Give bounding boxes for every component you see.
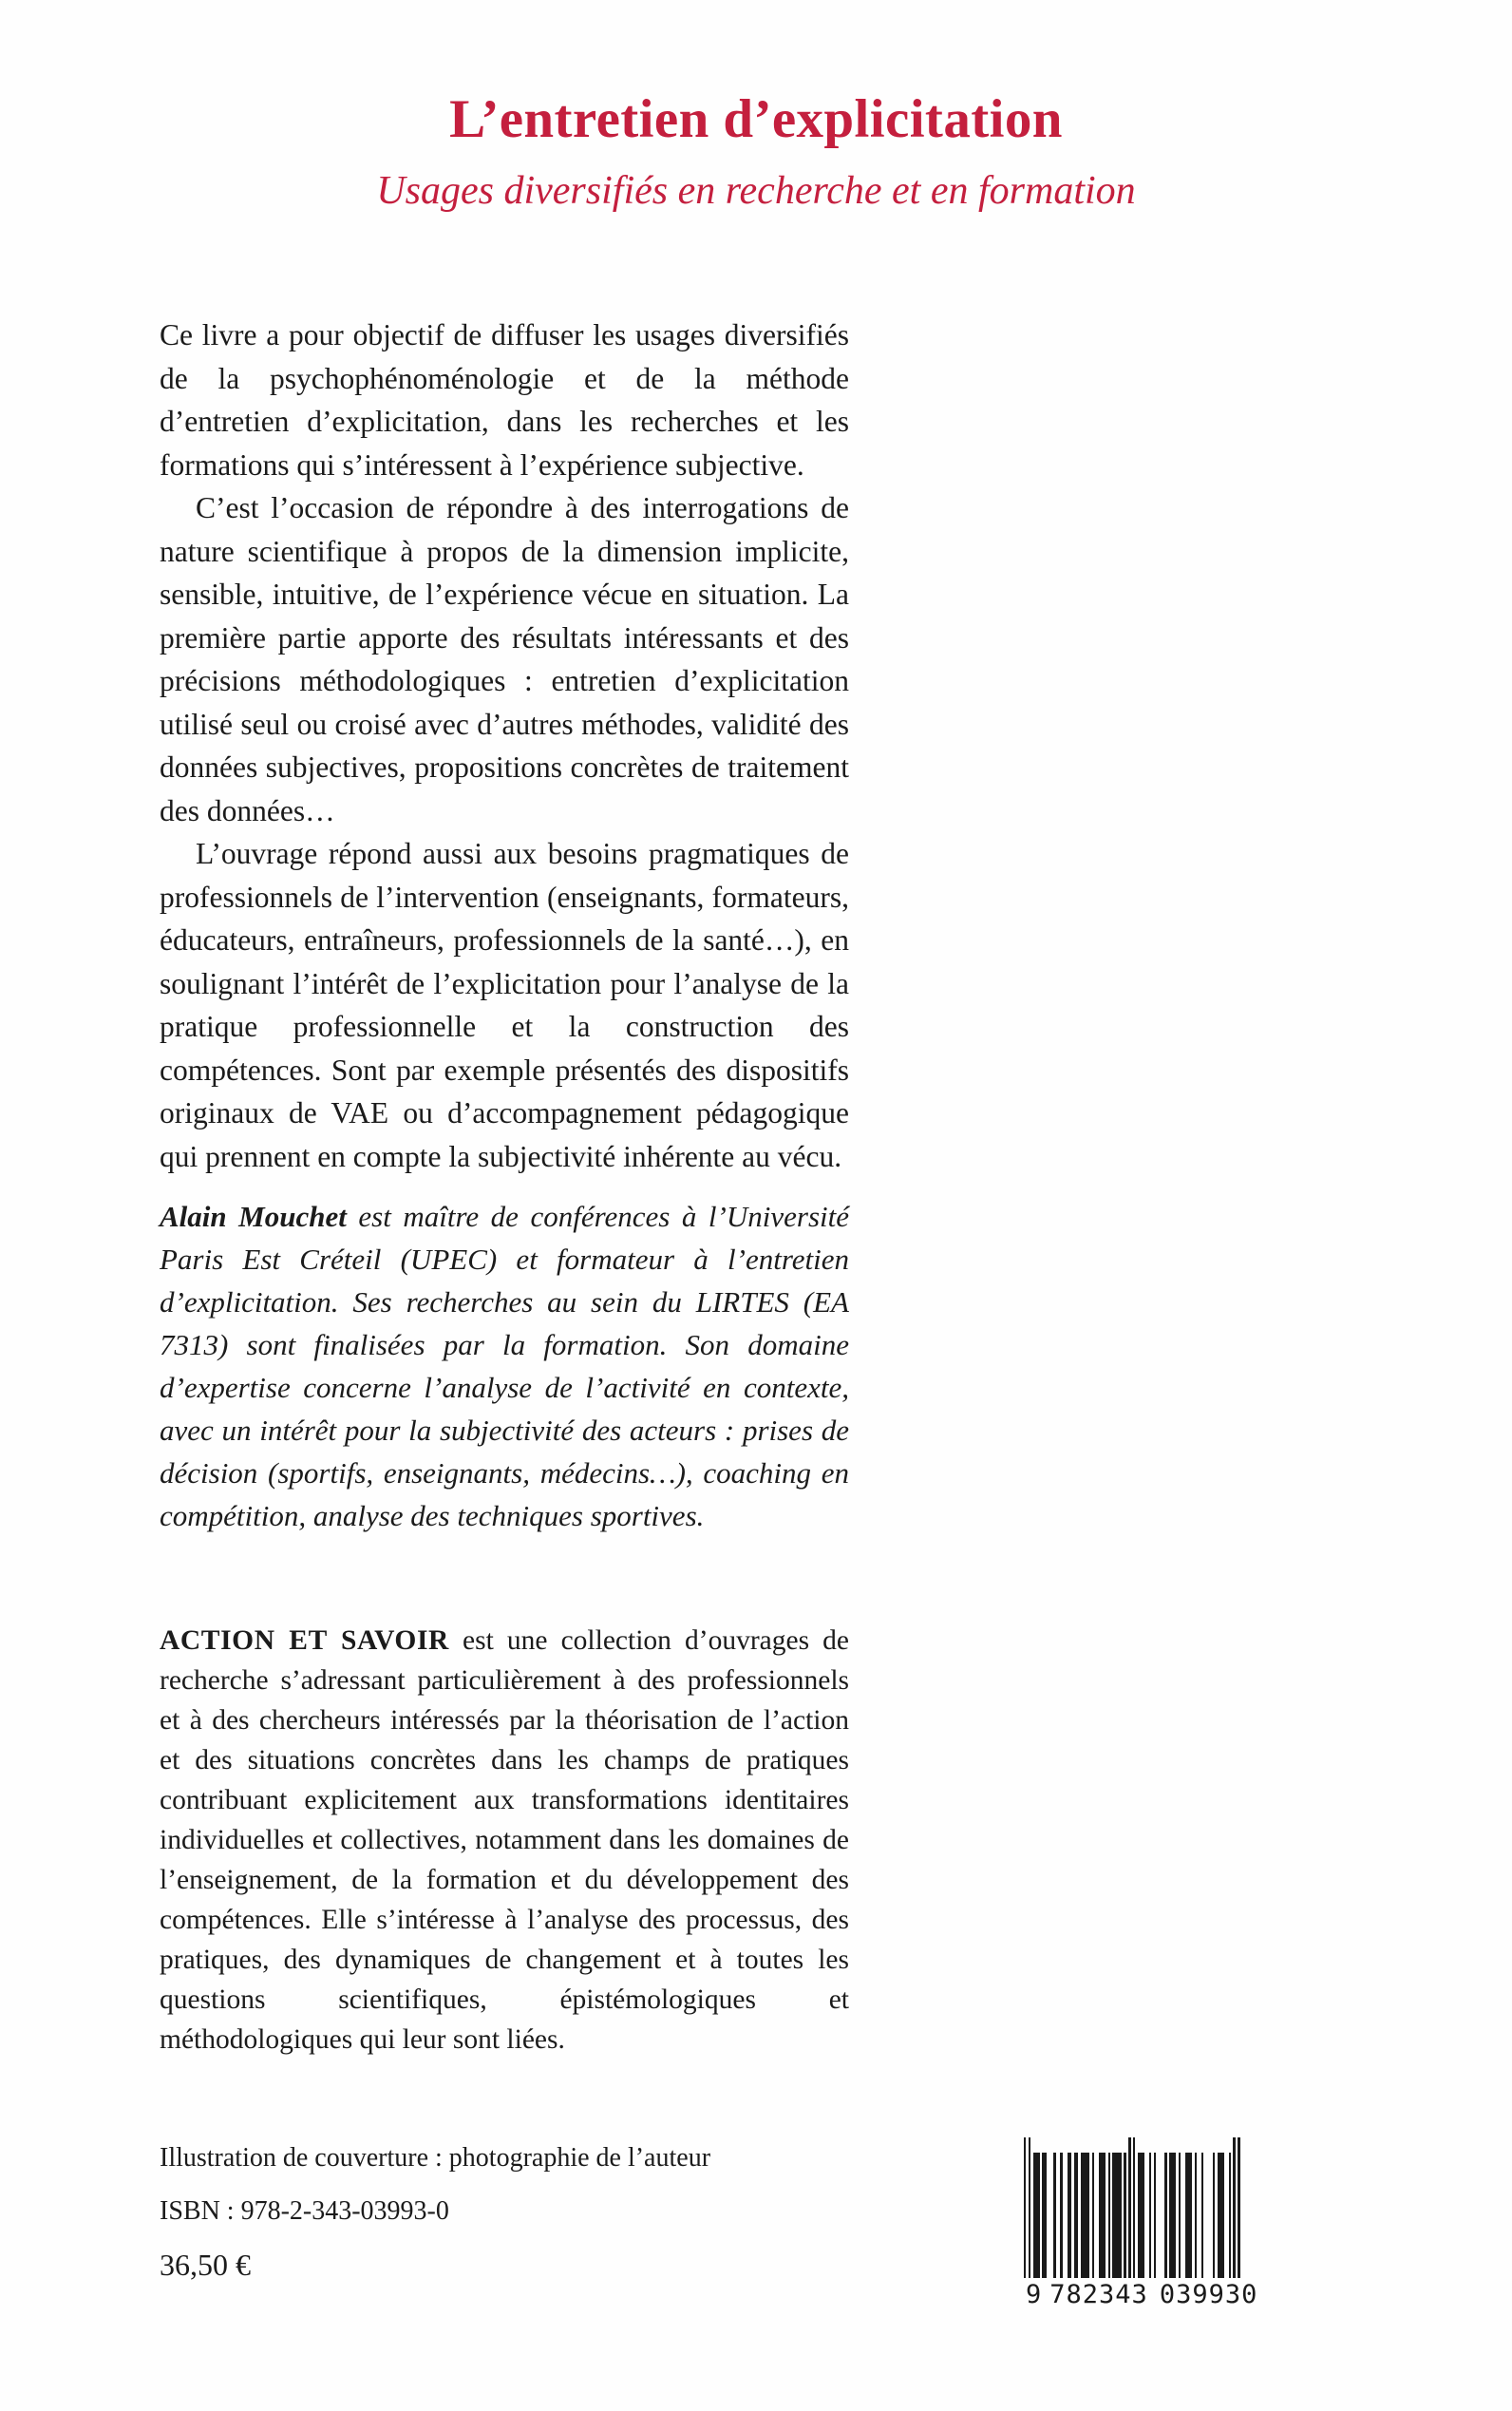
author-bio-paragraph (160, 1195, 849, 1537)
blurb-paragraph: L’ouvrage répond aussi aux besoins pragmatiques de professionnels de l’intervention (enseignants, formateurs, éducateurs, entraîneurs, professionnels de la santé…), en soulignant l’intérêt de l’explicitation pour l’analyse de la pratique professionnelle et la construction des compétences. Sont par exemple présentés des dispositifs originaux de VAE ou d’accompagnement pédagogique qui prennent en compte la subjectivité inhérente au vécu. (160, 837, 849, 1173)
barcode-digit-group-middle: 782343 (1049, 2280, 1148, 2309)
author-name: Alain Mouchet (160, 1200, 347, 1233)
barcode (1024, 2153, 1328, 2309)
author-bio-text: est maître de conférences à l’Université Paris Est Créteil (UPEC) et formateur à l’entretien d’explicitation. Ses recherches au sein du LIRTES (EA 7313) sont finalisées par la formation. Son domaine d’expertise concerne l’analyse de l’activité en contexte, avec un intérêt pour la subjectivité des acteurs : prises de décision (sportifs, enseignants, médecins…), coaching en compétition, analyse des techniques sportives. (160, 1200, 849, 1532)
barcode-bars (1024, 2153, 1328, 2278)
title-block (0, 91, 1512, 213)
blurb-paragraph: Ce livre a pour objectif de diffuser les usages diversifiés de la psychophénoménologie et de la méthode d’entretien d’explicitation, dans les recherches et les formations qui s’intéressent à l’expérience subjective. (160, 318, 849, 482)
barcode-digit-group-left: 9 (1026, 2280, 1043, 2309)
barcode-digit-group-right: 039930 (1159, 2280, 1258, 2309)
blurb-paragraph: C’est l’occasion de répondre à des interrogations de nature scientifique à propos de la dimension implicite, sensible, intuitive, de l’expérience vécue en situation. La première partie apporte des résultats intéressants et des précisions méthodologiques : entretien d’explicitation utilisé seul ou croisé avec d’autres méthodes, validité des données subjectives, propositions concrètes de traitement des données… (160, 491, 849, 827)
price-text: 36,50 € (160, 2248, 251, 2282)
isbn-text: ISBN : 978-2-343-03993-0 (160, 2196, 449, 2226)
barcode-digits (1024, 2280, 1328, 2309)
cover-credit: Illustration de couverture : photographie de l’auteur (160, 2143, 711, 2173)
footer-info (160, 2132, 881, 2291)
collection-description (160, 1621, 849, 2060)
page-subtitle: Usages diversifiés en recherche et en formation (376, 168, 1136, 213)
collection-text: est une collection d’ouvrages de recherche s’adressant particulièrement à des professionnels et à des chercheurs intéressés par la théorisation de l’action et des situations concrètes dans les champs de pratiques contribuant explicitement aux transformations identitaires individuelles et collectives, notamment dans les domaines de l’enseignement, de la formation et du développement des compétences. Elle s’intéresse à l’analyse des processus, des pratiques, des dynamiques de changement et à toutes les questions scientifiques, épistémologiques et méthodologiques qui leur sont liées. (160, 1625, 849, 2055)
collection-paragraph (160, 1621, 849, 2060)
blurb-text (160, 313, 849, 1178)
page-title: L’entretien d’explicitation (449, 89, 1063, 149)
author-bio (160, 1195, 849, 1537)
collection-name: ACTION ET SAVOIR (160, 1625, 449, 1656)
